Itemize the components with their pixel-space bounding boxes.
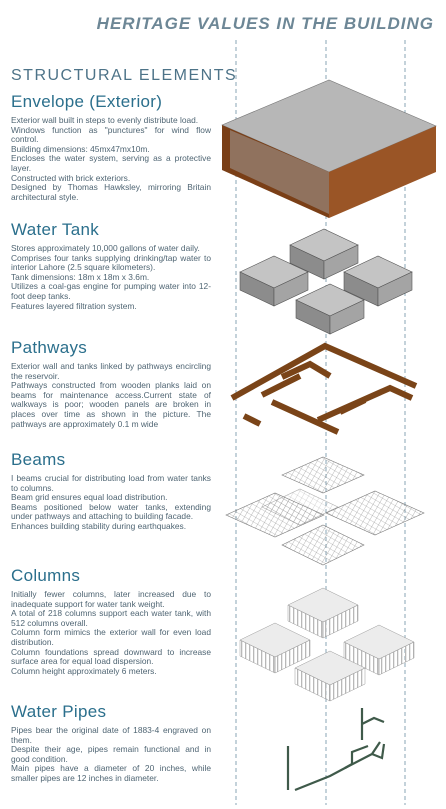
section-line: Exterior wall built in steps to evenly distribute load. (11, 115, 199, 125)
section-line: Main pipes have a diameter of 20 inches, while smaller pipes are 12 inches in diameter. (11, 763, 211, 783)
section-line: Beams positioned below water tanks, extending under pathways and attaching to building facade. (11, 501, 211, 522)
water-pipes-drawing (288, 708, 384, 790)
section-line: Initially fewer columns, later increased due to inadequate support for water tank weight. (11, 589, 211, 609)
section-line: Stores approximately 10,000 gallons of water daily. (11, 243, 200, 253)
pathways-drawing (232, 346, 416, 432)
page-title: HERITAGE VALUES IN THE BUILDING (96, 14, 434, 33)
section-line: Beam grid ensures equal load distribution. (11, 492, 168, 503)
section-line: I beams crucial for distributing load from water tanks to columns. (11, 473, 211, 493)
section-heading: Envelope (Exterior) (11, 92, 163, 111)
beams-drawing (226, 457, 424, 565)
section-heading: Pathways (11, 338, 88, 357)
section-heading: Beams (11, 450, 66, 469)
section-line: Exterior wall and tanks linked by pathways encircling the reservoir. (11, 361, 211, 381)
section-line: A total of 218 columns support each water tank, with 512 columns overall. (11, 608, 211, 628)
section-line: Designed by Thomas Hawksley, mirroring Britain architectural style. (11, 182, 211, 202)
section-line: Features layered filtration system. (11, 300, 137, 311)
section-heading: Water Tank (11, 220, 100, 239)
section-heading: Columns (11, 566, 81, 585)
section-line: Tank dimensions: 18m x 18m x 3.6m. (11, 271, 150, 282)
section-line: Encloses the water system, serving as a protective layer. (11, 153, 211, 173)
section-line: Enhances building stability during earthquakes. (11, 520, 187, 531)
section-line: Building dimensions: 45mx47mx10m. (11, 143, 150, 154)
column-group (288, 588, 358, 638)
section-line: Constructed with brick exteriors. (11, 172, 131, 183)
section-line: Column height approximately 6 meters. (11, 665, 157, 676)
section-line: Column foundations spread downward to increase surface area for equal load dispersion. (11, 646, 211, 667)
section-line: Comprises four tanks supplying drinking/tap water to interior Lahore (2.5 square kilometers). (11, 252, 211, 273)
section-line: Pathways constructed from wooden planks laid on beams for maintenance access.Current state of walkways is poor; wooden panels are broken in places over time as shown in the picture. The pathways are approximately 0.1 m wide (11, 380, 211, 429)
structural-elements-heading: STRUCTURAL ELEMENTS (11, 67, 238, 84)
section-line: Windows function as "punctures" for wind flow control. (11, 124, 211, 145)
section-heading: Water Pipes (11, 702, 107, 721)
envelope-exterior-drawing (222, 80, 436, 218)
section-line: Utilizes a coal-gas engine for pumping water into 12-foot deep tanks. (11, 281, 211, 301)
columns-drawing (240, 588, 414, 701)
column-group (240, 623, 310, 673)
section-line: Pipes bear the original date of 1883-4 engraved on them. (11, 725, 211, 745)
section-line: Column form mimics the exterior wall for even load distribution. (11, 627, 211, 647)
section-line: Despite their age, pipes remain functional and in good condition. (11, 744, 211, 764)
